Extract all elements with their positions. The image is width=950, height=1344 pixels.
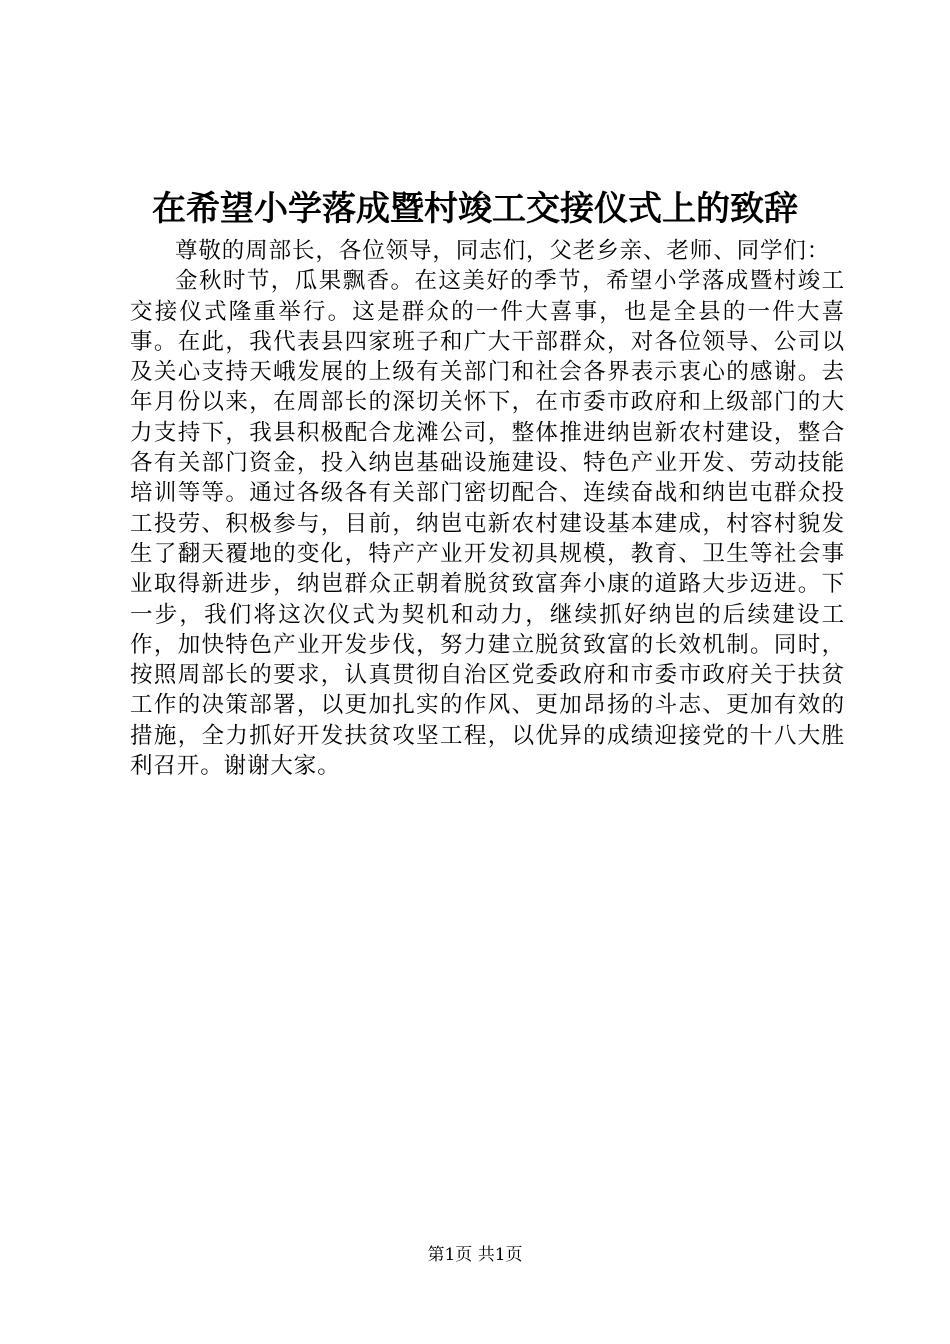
salutation-paragraph: 尊敬的周部长，各位领导，同志们，父老乡亲、老师、同学们： [175, 238, 831, 264]
page-number-footer: 第1页 共1页 [427, 1245, 523, 1265]
document-title: 在希望小学落成暨村竣工交接仪式上的致辞 [152, 189, 798, 229]
speech-paragraph: 金秋时节，瓜果飘香。在这美好的季节，希望小学落成暨村竣工交接仪式隆重举行。这是群众的一件大喜事，也是全县的一件大喜事。在此，我代表县四家班子和广大干部群众，对各位领导、公司以及关心支持天峨发展的上级有关部门和社会各界表示衷心的感谢。去年月份以来，在周部长的深切关怀下，在市委市政府和上级部门的大力支持下，我县积极配合龙滩公司，整体推进纳岜新农村建设，整合各有关部门资金，投入纳岜基础设施建设、特色产业开发、劳动技能培训等等。通过各级各有关部门密切配合、连续奋战和纳岜屯群众投工投劳、积极参与，目前，纳岜屯新农村建设基本建成，村容村貌发生了翻天覆地的变化，特产产业开发初具规模，教育、卫生等社会事业取得新进步，纳岜群众正朝着脱贫致富奔小康的道路大步迈进。下一步，我们将这次仪式为契机和动力，继续抓好纳岜的后续建设工作，加快特色产业开发步伐，努力建立脱贫致富的长效机制。同时，按照周部长的要求，认真贯彻自治区党委政府和市委市政府关于扶贫工作的决策部署，以更加扎实的作风、更加昂扬的斗志、更加有效的措施，全力抓好开发扶贫攻坚工程，以优异的成绩迎接党的十八大胜利召开。谢谢大家。 [130, 268, 845, 780]
document-body [130, 236, 845, 781]
